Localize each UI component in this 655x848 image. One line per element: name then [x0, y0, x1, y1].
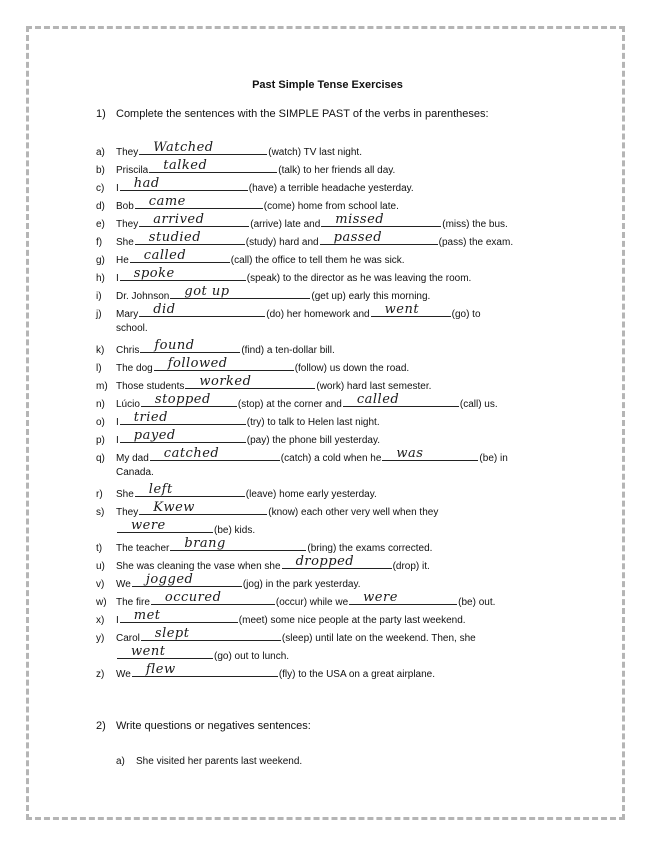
item-text: (study) hard and — [245, 237, 319, 248]
exercise-item — [96, 212, 508, 231]
answer-blank[interactable] — [141, 392, 237, 407]
exercise-item — [96, 176, 414, 195]
handwritten-answer: talked — [163, 158, 208, 173]
item-text: They — [116, 147, 139, 158]
answer-blank[interactable] — [117, 518, 213, 533]
handwritten-answer: found — [154, 338, 195, 353]
handwritten-answer: tried — [133, 410, 168, 425]
item-text: (follow) us down the road. — [294, 363, 410, 374]
handwritten-answer: slept — [154, 626, 190, 641]
handwritten-answer: did — [153, 302, 176, 317]
item-label: x) — [96, 615, 105, 626]
item-text: My dad — [116, 453, 149, 464]
answer-blank[interactable] — [120, 608, 238, 623]
item-text: I — [116, 417, 119, 428]
item-text: They — [116, 507, 139, 518]
answer-blank[interactable] — [371, 302, 451, 317]
answer-blank[interactable] — [120, 176, 248, 191]
answer-blank[interactable] — [135, 230, 245, 245]
item-text: (stop) at the corner and — [237, 399, 342, 410]
answer-blank[interactable] — [185, 374, 315, 389]
item-text: The dog — [116, 363, 153, 374]
item-label: s) — [96, 507, 105, 518]
item-text: She — [116, 489, 134, 500]
item-label: b) — [96, 165, 105, 176]
exercise-item — [96, 302, 481, 321]
exercise-item — [96, 428, 381, 447]
exercise-item — [96, 572, 361, 591]
item-text: Carol — [116, 633, 140, 644]
answer-blank[interactable] — [320, 230, 438, 245]
handwritten-answer: flew — [145, 662, 176, 677]
item-text: (find) a ten-dollar bill. — [241, 345, 335, 356]
handwritten-answer: dropped — [295, 554, 355, 569]
answer-blank[interactable] — [150, 446, 280, 461]
item-text: (sleep) until late on the weekend. Then, she — [281, 633, 476, 644]
answer-blank[interactable] — [139, 140, 267, 155]
item-text: He — [116, 255, 129, 266]
item-label: k) — [96, 345, 105, 356]
answer-blank[interactable] — [120, 410, 246, 425]
answer-blank[interactable] — [135, 482, 245, 497]
answer-blank[interactable] — [382, 446, 478, 461]
exercise-item — [96, 482, 377, 501]
item-label: w) — [96, 597, 107, 608]
answer-blank[interactable] — [139, 212, 249, 227]
exercise-item — [96, 554, 430, 573]
item-label: g) — [96, 255, 105, 266]
item-text: (speak) to the director as he was leaving the room. — [246, 273, 472, 284]
answer-blank[interactable] — [154, 356, 294, 371]
item-text: (do) her homework and — [266, 309, 370, 320]
item-label: y) — [96, 633, 105, 644]
answer-blank[interactable] — [132, 662, 278, 677]
section-2-heading — [96, 720, 311, 732]
item-text: (call) the office to tell them he was sick. — [230, 255, 405, 266]
item-label: a) — [96, 147, 105, 158]
handwritten-answer: Watched — [153, 140, 214, 155]
item-text: (pay) the phone bill yesterday. — [246, 435, 381, 446]
item-label: f) — [96, 237, 103, 248]
item-text: Priscila — [116, 165, 149, 176]
item-label: p) — [96, 435, 105, 446]
exercise-item — [96, 140, 362, 159]
handwritten-answer: catched — [163, 446, 220, 461]
exercise-item — [96, 590, 496, 609]
item-text: (work) hard last semester. — [316, 381, 432, 392]
item-label: t) — [96, 543, 103, 554]
item-text: (catch) a cold when he — [280, 453, 382, 464]
handwritten-answer: were — [363, 590, 398, 605]
exercise-item — [96, 608, 466, 627]
handwritten-answer: came — [148, 194, 186, 209]
item-text: (meet) some nice people at the party last weekend. — [238, 615, 466, 626]
item-label: z) — [96, 669, 105, 680]
item-text: (occur) while we — [275, 597, 349, 608]
item-label: n) — [96, 399, 105, 410]
item-text: Chris — [116, 345, 140, 356]
exercise-item — [96, 392, 498, 411]
answer-blank[interactable] — [117, 644, 213, 659]
item-label: o) — [96, 417, 105, 428]
item-label: c) — [96, 183, 105, 194]
page-title: Past Simple Tense Exercises — [252, 79, 403, 91]
item-text: (talk) to her friends all day. — [278, 165, 396, 176]
answer-blank[interactable] — [170, 536, 306, 551]
section-1-instruction: Complete the sentences with the SIMPLE PAST of the verbs in parentheses: — [116, 108, 489, 120]
item-text: (get up) early this morning. — [311, 291, 431, 302]
answer-blank[interactable] — [151, 590, 275, 605]
answer-blank[interactable] — [349, 590, 457, 605]
handwritten-answer: occured — [164, 590, 222, 605]
handwritten-answer: spoke — [133, 266, 175, 281]
answer-blank[interactable] — [170, 284, 310, 299]
item-text: The teacher — [116, 543, 170, 554]
exercise-item — [96, 284, 431, 303]
item-text: (know) each other very well when they — [268, 507, 439, 518]
handwritten-answer: got up — [184, 284, 230, 299]
exercise-item — [96, 410, 380, 429]
item-text: I — [116, 273, 119, 284]
item-text: Bob — [116, 201, 134, 212]
handwritten-answer: arrived — [153, 212, 205, 227]
handwritten-answer: met — [133, 608, 161, 623]
item-text: (drop) it. — [392, 561, 430, 572]
item-text: They — [116, 219, 139, 230]
item-text: Dr. Johnson — [116, 291, 170, 302]
handwritten-answer: stopped — [154, 392, 211, 407]
item-text: She — [116, 237, 134, 248]
item-label: a) — [116, 756, 125, 767]
handwritten-answer: called — [356, 392, 400, 407]
answer-blank[interactable] — [130, 248, 230, 263]
item-text: I — [116, 615, 119, 626]
answer-blank[interactable] — [321, 212, 441, 227]
handwritten-answer: missed — [335, 212, 385, 227]
handwritten-answer: went — [131, 644, 166, 659]
item-text: (fly) to the USA on a great airplane. — [278, 669, 436, 680]
item-text: (have) a terrible headache yesterday. — [248, 183, 414, 194]
answer-blank[interactable] — [132, 572, 242, 587]
item-label: v) — [96, 579, 105, 590]
item-continuation: Canada. — [116, 467, 154, 478]
item-text: (be) in — [479, 453, 508, 464]
item-label: j) — [96, 309, 102, 320]
item-text: We — [116, 579, 131, 590]
handwritten-answer: Kwew — [153, 500, 195, 515]
handwritten-answer: went — [384, 302, 420, 317]
exercise-item — [96, 230, 514, 249]
answer-blank[interactable] — [141, 626, 281, 641]
item-text: I — [116, 435, 119, 446]
answer-blank[interactable] — [120, 266, 246, 281]
answer-blank[interactable] — [282, 554, 392, 569]
item-text: (be) kids. — [214, 525, 256, 536]
item-text: (go) to — [451, 309, 481, 320]
exercise-item — [96, 446, 508, 465]
handwritten-answer: were — [131, 518, 166, 533]
exercise-item — [96, 662, 436, 681]
handwritten-answer: passed — [333, 230, 383, 245]
answer-blank[interactable] — [120, 428, 246, 443]
exercise-item — [96, 248, 405, 267]
item-text: Lúcio — [116, 399, 140, 410]
handwritten-answer: was — [396, 446, 424, 461]
item-text: (arrive) late and — [250, 219, 321, 230]
item-text: (watch) TV last night. — [268, 147, 362, 158]
item-label: r) — [96, 489, 103, 500]
item-text: (try) to talk to Helen last night. — [246, 417, 380, 428]
exercise-item — [96, 356, 410, 375]
handwritten-answer: followed — [167, 356, 228, 371]
answer-blank[interactable] — [139, 302, 265, 317]
exercise-item — [96, 536, 433, 555]
exercise-item — [96, 158, 396, 177]
item-text: (pass) the exam. — [438, 237, 514, 248]
section-2-instruction: Write questions or negatives sentences: — [116, 720, 311, 732]
item-label: e) — [96, 219, 105, 230]
exercise-item — [96, 626, 476, 645]
item-text: We — [116, 669, 131, 680]
item-label: h) — [96, 273, 105, 284]
item-continuation: school. — [116, 323, 148, 334]
item-text: (be) out. — [458, 597, 496, 608]
item-text: She visited her parents last weekend. — [136, 756, 303, 767]
item-label: q) — [96, 453, 105, 464]
section-2-number: 2) — [96, 720, 106, 732]
answer-blank[interactable] — [343, 392, 459, 407]
handwritten-answer: had — [133, 176, 160, 191]
item-continuation — [116, 518, 256, 537]
answer-blank[interactable] — [139, 500, 267, 515]
item-text: I — [116, 183, 119, 194]
item-label: i) — [96, 291, 102, 302]
answer-blank[interactable] — [149, 158, 277, 173]
item-text: (jog) in the park yesterday. — [242, 579, 361, 590]
item-text: Mary — [116, 309, 139, 320]
handwritten-answer: left — [148, 482, 173, 497]
section-1-number: 1) — [96, 108, 106, 120]
handwritten-answer: worked — [199, 374, 252, 389]
item-label: m) — [96, 381, 108, 392]
exercise-item — [96, 194, 399, 213]
item-label: d) — [96, 201, 105, 212]
item-text: (miss) the bus. — [442, 219, 508, 230]
item-text: Those students — [116, 381, 185, 392]
answer-blank[interactable] — [135, 194, 263, 209]
handwritten-answer: jogged — [145, 572, 194, 587]
item-text: The fire — [116, 597, 150, 608]
exercise-item — [96, 266, 472, 285]
item-text: (call) us. — [459, 399, 498, 410]
section-1-heading — [96, 108, 489, 120]
exercise-item — [96, 500, 439, 519]
exercise-item — [96, 338, 335, 357]
handwritten-answer: brang — [184, 536, 226, 551]
item-text: She was cleaning the vase when she — [116, 561, 281, 572]
handwritten-answer: called — [143, 248, 187, 263]
handwritten-answer: payed — [133, 428, 176, 443]
item-label: u) — [96, 561, 105, 572]
answer-blank[interactable] — [140, 338, 240, 353]
item-text: (come) home from school late. — [263, 201, 399, 212]
exercise-item — [96, 374, 432, 393]
handwritten-answer: studied — [148, 230, 202, 245]
section-2-item — [116, 756, 302, 768]
item-text: (leave) home early yesterday. — [245, 489, 377, 500]
item-text: (go) out to lunch. — [214, 651, 290, 662]
item-text: (bring) the exams corrected. — [307, 543, 433, 554]
item-label: l) — [96, 363, 102, 374]
item-continuation — [116, 644, 290, 663]
